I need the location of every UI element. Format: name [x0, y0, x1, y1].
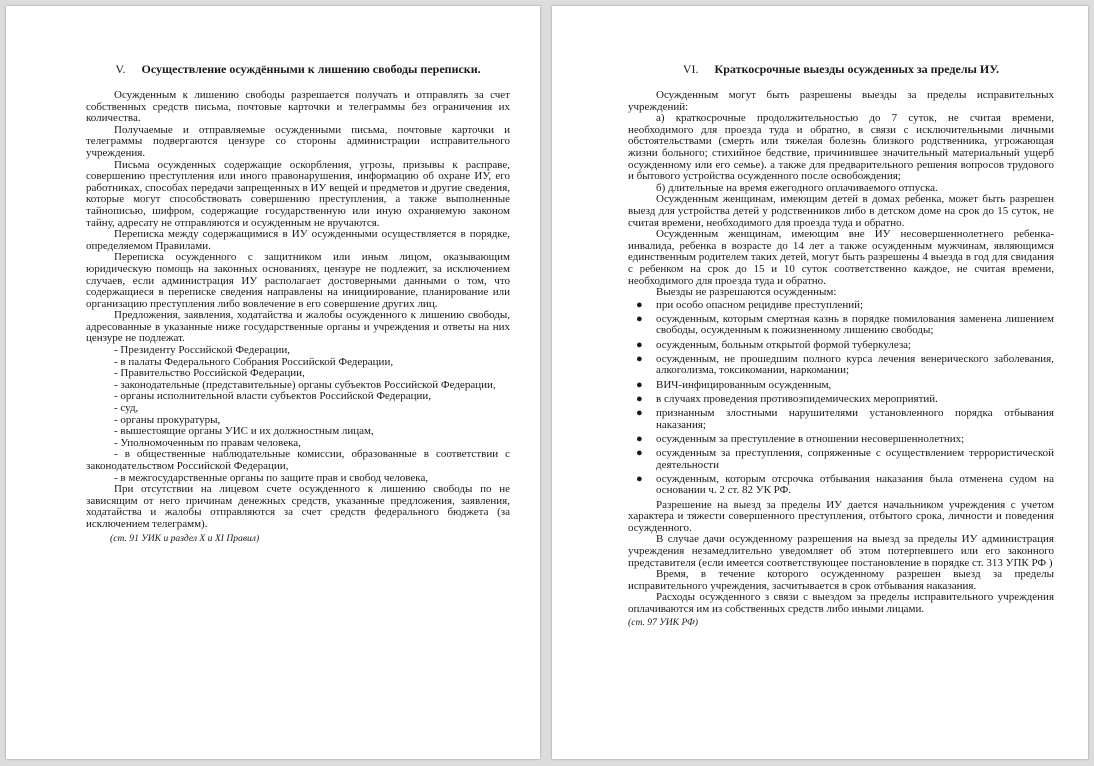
- section-heading: [628, 62, 1054, 76]
- list-item: ● ВИЧ-инфицированным осужденным,: [636, 378, 832, 391]
- paragraph: Получаемые и отправляемые осужденными письма, почтовые карточки и телеграммы подвергаются цензуре со стороны администрации исправительного учреждения.: [86, 123, 510, 159]
- bullet-icon: ●: [636, 352, 643, 365]
- bullet-icon: ●: [636, 312, 643, 325]
- list-item: ● осужденным за преступления, сопряженные с осуществлением террористической деятельности: [636, 446, 1054, 471]
- section-number: V.: [115, 62, 126, 76]
- list-item: - суд,: [114, 402, 139, 415]
- paragraph: Время, в течение которого осужденному разрешен выезд за пределы исправительного учреждения, засчитывается в срок отбывания наказания.: [628, 568, 1054, 592]
- paragraph: Переписка осужденного с защитником или иным лицом, оказывающим юридическую помощь на законных основаниях, цензуре не подлежит, за исключением случаев, если администрация ИУ располагает достоверными данными о том, что содержащиеся в переписке сведения направлены на инициирование, планирование или организацию преступления либо вовлечение в его совершение других лиц.: [86, 251, 510, 310]
- bullet-icon: ●: [636, 407, 643, 419]
- list-item: - Уполномоченным по правам человека,: [114, 436, 301, 449]
- bullet-icon: ●: [636, 378, 643, 391]
- paragraph: а) краткосрочные продолжительностью до 7 суток, не считая времени, необходимого для проезда туда и обратно, в связи с исключительными личными обстоятельствами (смерть или тяжелая болезнь близкого родственника, угрожающая жизни больного; стихийное бедствие, причинившее значительный материальный ущерб осужденному или его семье). а также для предварительного решения вопросов трудового и бытового устройства осужденного после освобождения;: [628, 112, 1054, 183]
- paragraph: Выезды не разрешаются осужденным:: [656, 286, 837, 299]
- list-item: ● осужденным, больным открытой формой туберкулеза;: [636, 338, 912, 351]
- paragraph: Осужденным могут быть разрешены выезды за пределы исправительных учреждений:: [628, 89, 1054, 113]
- citation: (ст. 97 УИК РФ): [628, 617, 698, 629]
- list-item: ● при особо опасном рецидиве преступлений;: [636, 298, 864, 311]
- list-item: - Президенту Российской Федерации,: [114, 344, 291, 357]
- bullet-icon: ●: [636, 446, 643, 459]
- list-item: - в общественные наблюдательные комиссии, образованные в соответствии с законодательством Российской Федерации,: [86, 448, 510, 472]
- list-item: - органы исполнительной власти субъектов Российской Федерации,: [114, 390, 432, 403]
- list-item: ● осужденным, которым смертная казнь в порядке помилования заменена лишением свободы, осужденным к пожизненному лишению свободы;: [636, 312, 1054, 337]
- paragraph: Расходы осужденного з связи с выездом за пределы исправительного учреждения оплачиваются им из собственных средств либо иными лицами.: [628, 591, 1054, 615]
- paragraph: Разрешение на выезд за пределы ИУ дается начальником учреждения с учетом характера и тяжести совершенного преступления, отбытого срока, личности и поведения осужденного.: [628, 498, 1054, 534]
- paragraph: Осужденным женщинам, имеющим детей в домах ребенка, может быть разрешен выезд для устройства детей у родственников либо в детском доме на срок до 15 суток, не считая времени, необходимого для проезда туда и обратно.: [628, 193, 1054, 229]
- section-title: Осуществление осуждёнными к лишению свободы переписки.: [141, 62, 481, 76]
- list-item: - органы прокуратуры,: [114, 413, 221, 426]
- list-item: ● осужденным за преступление в отношении несовершеннолетних;: [636, 432, 965, 445]
- section-title: Краткосрочные выезды осужденных за пределы ИУ.: [714, 62, 1000, 76]
- bullet-icon: ●: [636, 432, 643, 445]
- list-item: - Правительство Российской Федерации,: [114, 367, 305, 380]
- paragraph: Предложения, заявления, ходатайства и жалобы осужденного к лишению свободы, адресованные в указанные ниже государственные органы и учреждения и ответы на них цензуре не подлежат.: [86, 309, 510, 345]
- paragraph: Переписка между содержащимися в ИУ осужденными осуществляется в порядке, определяемом Правилами.: [86, 228, 510, 252]
- paragraph: При отсутствии на лицевом счете осужденного к лишению свободы по не зависящим от него причинам денежных средств, указанные предложения, заявления, ходатайства и жалобы отправляются за счет средств федерального бюджета (за исключением телеграмм).: [86, 483, 510, 530]
- list-item: ● осужденным, не прошедшим полного курса лечения венерического заболевания, алкоголизма, токсикомании, наркомании;: [636, 352, 1054, 377]
- document-page-left: [6, 6, 540, 759]
- bullet-list: [628, 300, 1054, 497]
- paragraph: В случае дачи осужденному разрешения на выезд за пределы ИУ администрация учреждения незамедлительно уведомляет об этом потерпевшего или его законного представителя (если имеется соответствующее постановление в порядке ст. 313 УПК РФ ): [628, 533, 1054, 569]
- list-item: - в палаты Федерального Собрания Российской Федерации,: [114, 355, 394, 368]
- list-item: ● осужденным, которым отсрочка отбывания наказания была отменена судом на основании ч. 2 ст. 82 УК РФ.: [636, 472, 1054, 497]
- bullet-icon: ●: [636, 338, 643, 351]
- section-number: VI.: [682, 62, 699, 76]
- paragraph: Письма осужденных содержащие оскорбления, угрозы, призывы к расправе, совершению преступления или иного правонарушения, информацию об охране ИУ, его работниках, способах передачи запрещенных в ИУ вещей и предметов и другие сведения, которые могут способствовать совершению преступления, а также выполненные тайнописью, шифром, содержащие государственную или иную охраняемую законом тайну, адресату не отправляются и осужденным не вручаются.: [86, 158, 510, 229]
- section-heading: [86, 62, 510, 76]
- citation: (ст. 91 УИК и раздел X и XI Правил): [110, 532, 260, 544]
- bullet-icon: ●: [636, 298, 643, 311]
- list-item: ● признанным злостными нарушителями установленного порядка отбывания наказания;: [636, 407, 1054, 431]
- paragraph: Осужденным женщинам, имеющим вне ИУ несовершеннолетнего ребенка-инвалида, ребенка в возрасте до 14 лет а также осужденным мужчинам, являющимся единственным родителем таких детей, могут быть разрешены 4 выезда в год для свидания с ребенком на срок до 15 и 10 суток соответственно каждое, не считая времени, необходимого для проезда туда и обратно.: [628, 228, 1054, 287]
- bullet-icon: ●: [636, 472, 643, 485]
- list-item: - законодательные (представительные) органы субъектов Российской Федерации,: [114, 378, 496, 391]
- list-item: - в межгосударственные органы по защите прав и свобод человека,: [114, 471, 429, 484]
- list-item: - вышестоящие органы УИС и их должностным лицам,: [114, 425, 374, 438]
- paragraph: Осужденным к лишению свободы разрешается получать и отправлять за счет собственных средств письма, почтовые карточки и телеграммы без ограничения их количества.: [86, 89, 510, 125]
- list-item: ● в случаях проведения противоэпидемических мероприятий.: [636, 392, 938, 405]
- document-page-right: [552, 6, 1088, 759]
- bullet-icon: ●: [636, 392, 643, 405]
- paragraph: б) длительные на время ежегодного оплачиваемого отпуска.: [656, 181, 938, 194]
